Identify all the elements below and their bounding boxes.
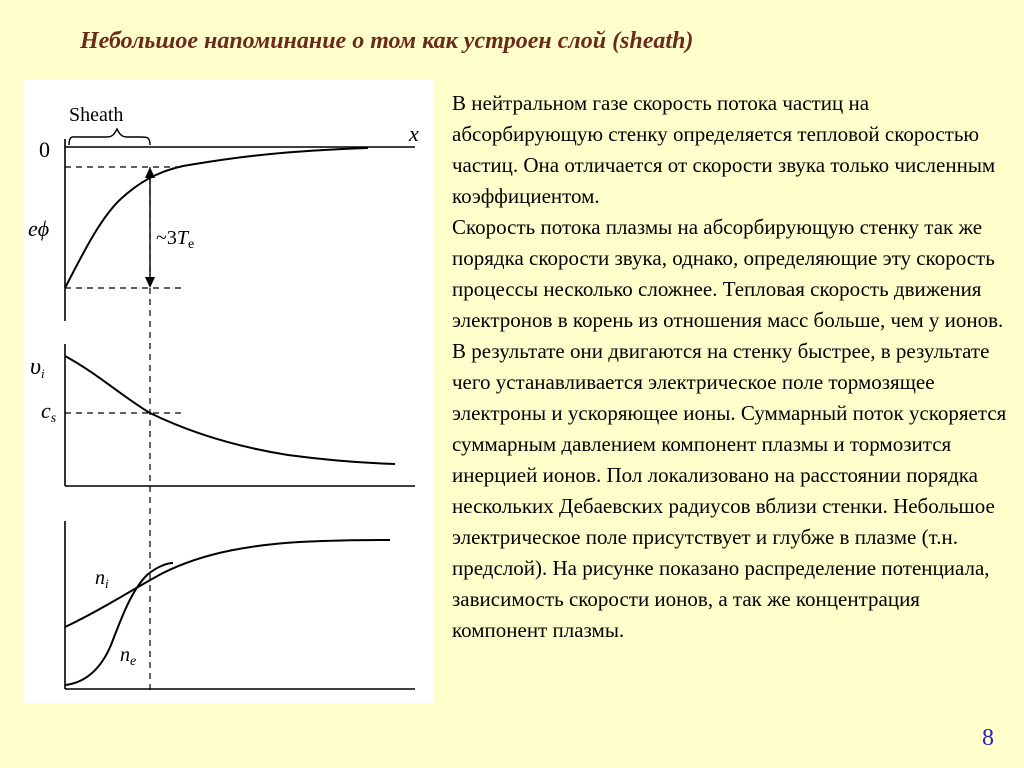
slide-title: Небольшое напоминание о том как устроен слой (sheath)	[80, 28, 694, 54]
temp-label-sub: e	[187, 237, 195, 252]
ni-sub: i	[105, 576, 109, 591]
cs-sub: s	[50, 411, 57, 426]
ne-sub: e	[130, 654, 137, 669]
potential-panel	[65, 129, 415, 321]
page-number: 8	[982, 725, 994, 751]
potential-label: eϕ	[28, 216, 50, 241]
sheath-brace	[69, 129, 150, 145]
x-axis-label: x	[409, 121, 419, 146]
cs-symbol: c	[41, 398, 51, 423]
potential-curve	[65, 148, 368, 288]
ni-symbol: n	[95, 567, 105, 589]
electron-density-curve	[65, 563, 173, 685]
temp-label-prefix: ~3	[156, 227, 177, 249]
sheath-diagram	[23, 79, 433, 703]
ion-density-label	[95, 567, 109, 591]
sheath-label: Sheath	[69, 104, 124, 126]
velocity-label	[30, 354, 45, 381]
ion-density-curve	[65, 540, 390, 627]
velocity-panel	[65, 344, 415, 486]
zero-label: 0	[39, 137, 50, 162]
sheath-figure	[23, 79, 433, 703]
velocity-curve	[65, 356, 395, 464]
electron-density-label	[120, 644, 136, 669]
velocity-sub: i	[41, 366, 45, 381]
temp-label-var: T	[176, 227, 188, 249]
density-panel	[65, 521, 415, 689]
ne-symbol: n	[120, 644, 130, 666]
velocity-symbol: υ	[30, 354, 42, 380]
cs-label	[41, 398, 57, 426]
temp-label	[156, 227, 194, 252]
explanation-text: В нейтральном газе скорость потока частиц на абсорбирующую стенку определяется тепловой скоростью частиц. Она отличается от скорости звука только численным коэффициентом. Скорость потока плазмы на абсорбирующую стенку так же порядка скорости звука, однако, определяющие эту скорость процессы несколько сложнее. Тепловая скорость движения электронов в корень из отношения масс больше, чем у ионов. В результате они двигаются на стенку быстрее, в результате чего устанавливается электрическое поле тормозящее электроны и ускоряющее ионы. Суммарный поток ускоряется суммарным давлением компонент плазмы и тормозится инерцией ионов. Пол локализовано на расстоянии порядка нескольких Дебаевских радиусов вблизи стенки. Небольшое электрическое поле присутствует и глубже в плазме (т.н. предслой). На рисунке показано распределение потенциала, зависимость скорости ионов, а так же концентрация компонент плазмы.	[452, 91, 1007, 642]
